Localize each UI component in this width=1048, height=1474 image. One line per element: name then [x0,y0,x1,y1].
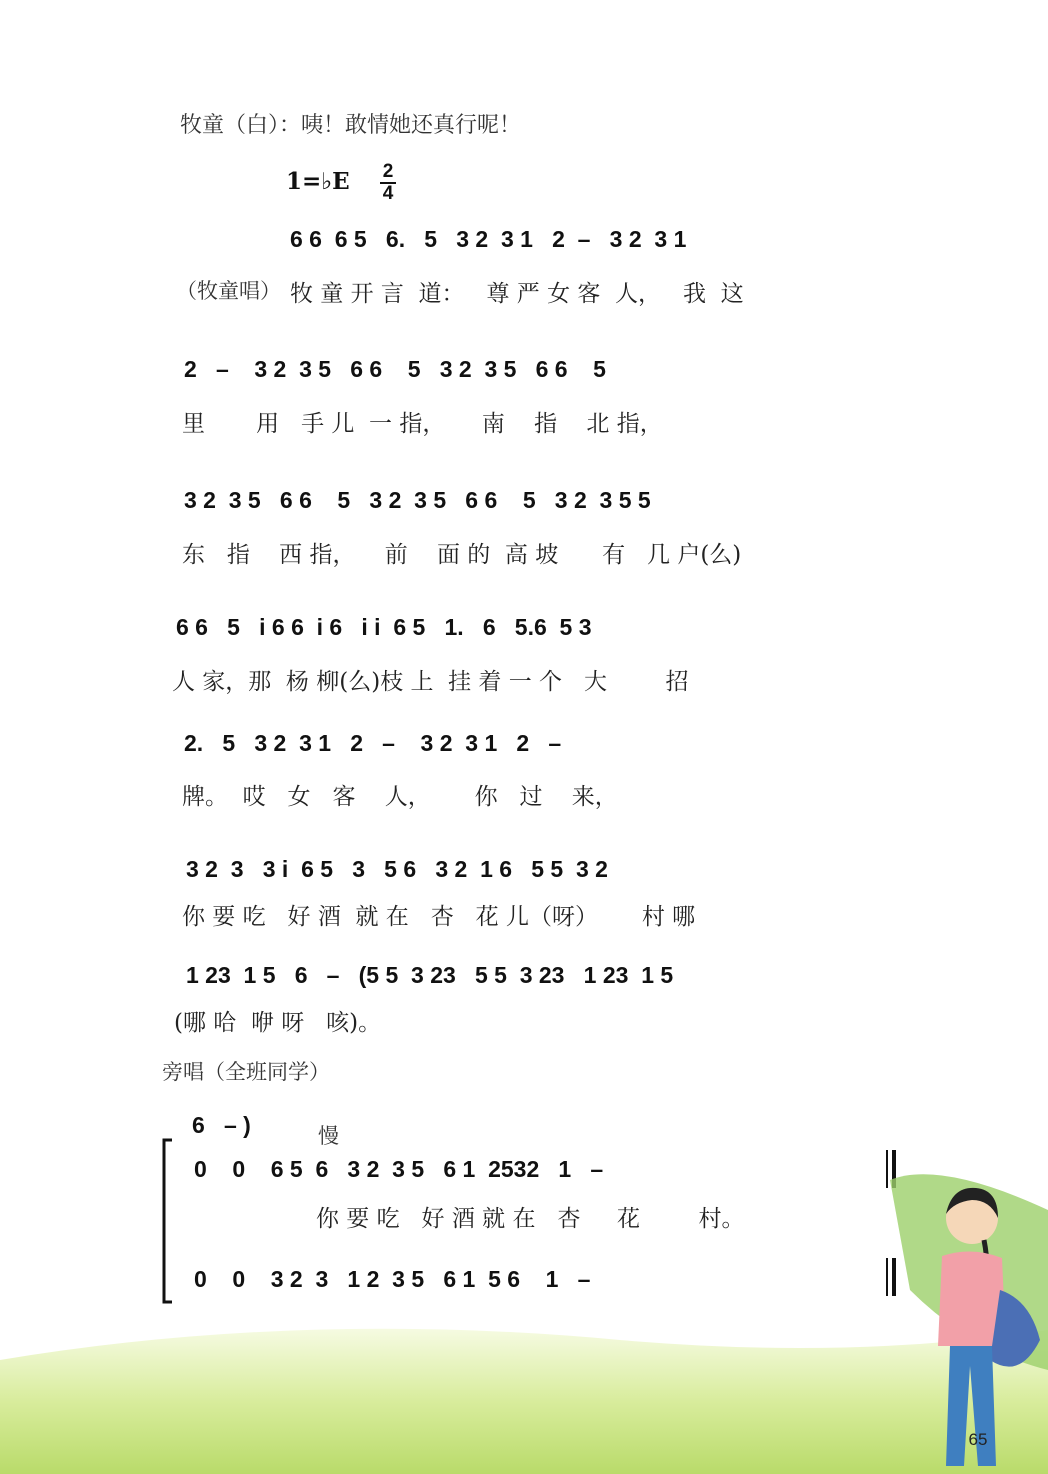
chorus-label: 旁唱（全班同学） [162,1060,330,1084]
chorus-upper-lyrics: 你 要 吃 好 酒 就 在 杏 花 村。 [316,1206,745,1232]
notation-row-3: 3 2 3 5 6 6 5 3 2 3 5 6 6 5 3 2 3 5 5 [184,487,651,513]
lyrics-row-6: 你 要 吃 好 酒 就 在 杏 花 儿（呀） 村 哪 [182,904,696,930]
notation-row-2: 2 – 3 2 3 5 6 6 5 3 2 3 5 6 6 5 [184,356,606,382]
key-signature [286,168,350,195]
chorus-upper-notation: 0 0 6 5 6 3 2 3 5 6 1 2532 1 – [194,1156,604,1182]
lyrics-row-4: 人 家，那 杨 柳(么)枝 上 挂 着 一 个 大 招 [172,669,689,695]
girl-illustration [880,1170,1048,1474]
dialogue-line: 牧童（白）：咦！敢情她还真行呢！ [180,113,522,138]
time-signature [380,162,396,204]
singer-label: （牧童唱） [176,279,281,303]
notation-row-1: 6 6 6 5 6. 5 3 2 3 1 2 – 3 2 3 1 [290,226,687,252]
page-number: 65 [968,1430,988,1449]
notation-row-5: 2. 5 3 2 3 1 2 – 3 2 3 1 2 – [184,730,562,756]
chorus-intro: 6 – ) [192,1112,251,1138]
notation-row-7: 1 23 1 5 6 – (5 5 3 23 5 5 3 23 1 23 1 5 [186,962,674,988]
notation-row-6: 3 2 3 3 i 6 5 3 5 6 3 2 1 6 5 5 3 2 [186,856,608,882]
lyrics-row-3: 东 指 西 指， 前 面 的 高 坡 有 几 户(么) [182,542,742,568]
lyrics-row-7: (哪 哈 咿 呀 咳)。 [174,1010,382,1036]
chorus-lower-notation: 0 0 3 2 3 1 2 3 5 6 1 5 6 1 – [194,1266,591,1292]
key-text: 1=♭E [286,168,350,195]
lyrics-row-5: 牌。 哎 女 客 人， 你 过 来， [182,784,618,810]
time-top: 2 [382,161,394,182]
time-bottom: 4 [382,183,394,204]
lyrics-row-1: 牧 童 开 言 道： 尊 严 女 客 人， 我 这 [290,281,744,307]
tempo-marking: 慢 [318,1124,339,1148]
system-brace [154,1138,178,1308]
lyrics-row-2: 里 用 手 儿 一 指， 南 指 北 指， [182,411,663,437]
notation-row-4: 6 6 5 i 6 6 i 6 i i 6 5 1. 6 5.6 5 3 [176,614,592,640]
